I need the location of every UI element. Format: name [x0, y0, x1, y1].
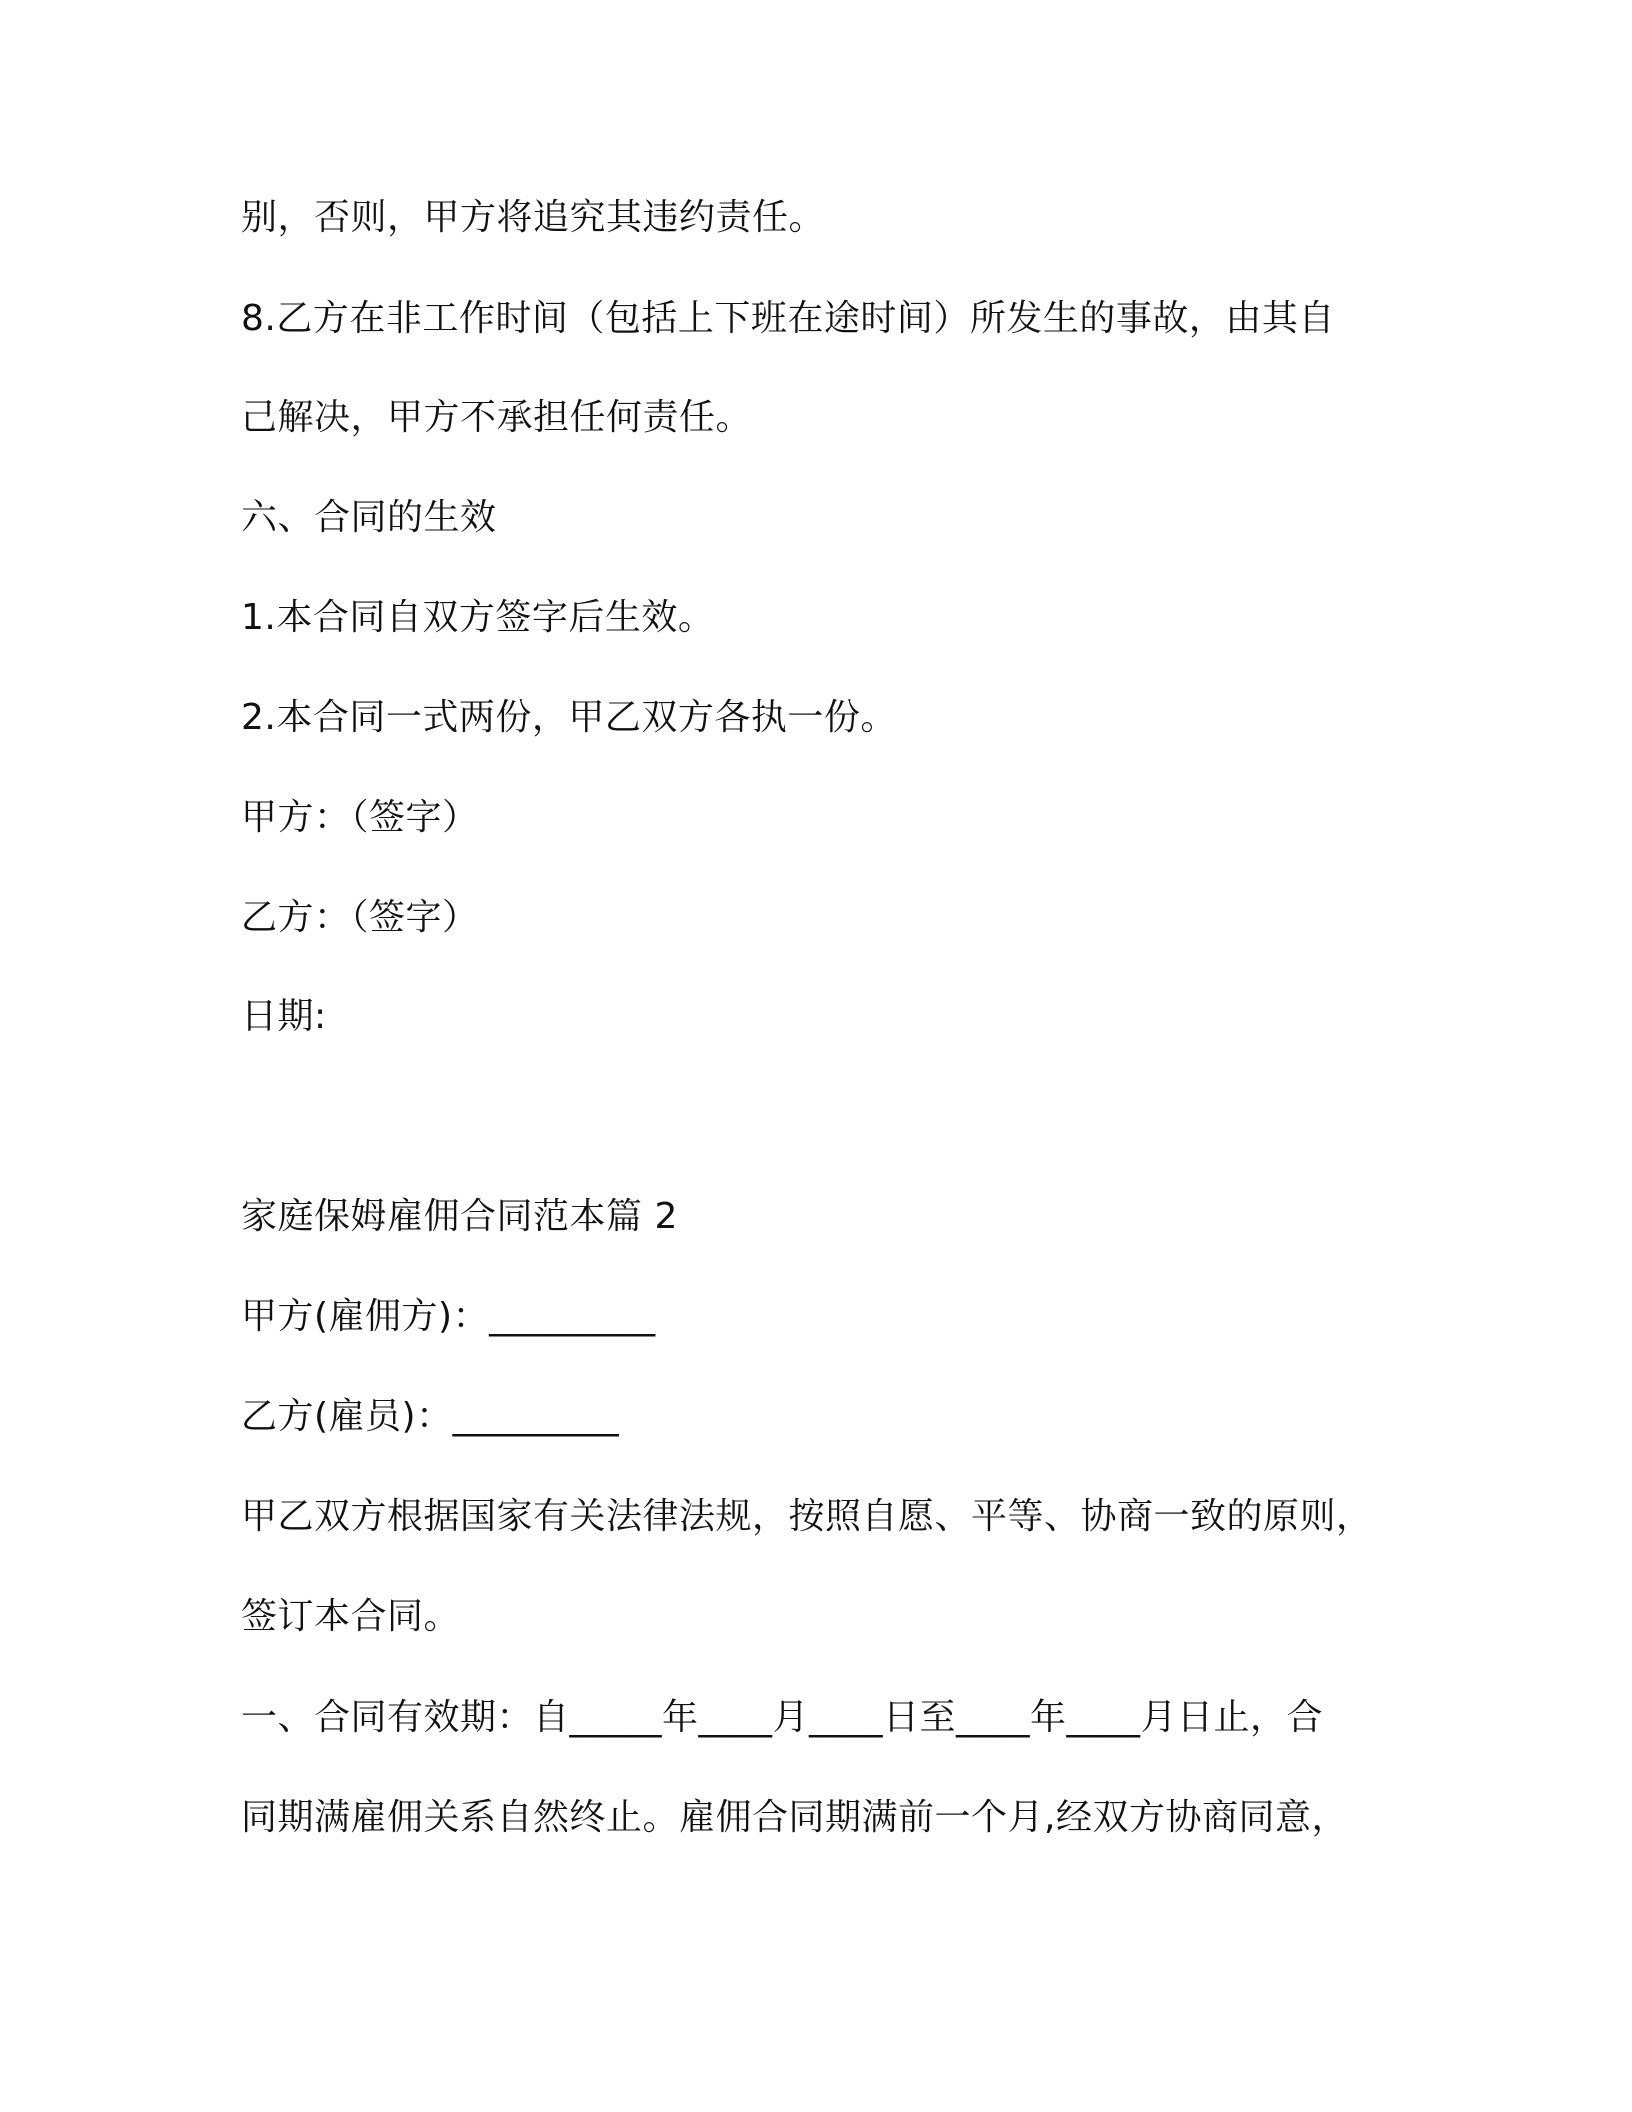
- text-line: 己解决，甲方不承担任何责任。: [241, 397, 753, 438]
- text-line: 2.本合同一式两份，甲乙双方各执一份。: [241, 697, 897, 738]
- text-line: 别，否则，甲方将追究其违约责任。: [241, 197, 826, 238]
- text-line: 签订本合同。: [241, 1596, 461, 1637]
- signature-line-party-b: 乙方：（签字）: [241, 897, 479, 938]
- date-line: 日期:: [241, 996, 327, 1037]
- text-line: 同期满雇佣关系自然终止。雇佣合同期满前一个月,经双方协商同意，: [241, 1797, 1348, 1838]
- section-heading: 一、合同有效期：自_____年____月____日至____年____月日止，合: [241, 1697, 1324, 1738]
- signature-line-party-a: 甲方：（签字）: [241, 797, 479, 838]
- text-line: 8.乙方在非工作时间（包括上下班在途时间）所发生的事故，由其自: [241, 298, 1335, 339]
- party-a-line: 甲方(雇佣方)：_________: [241, 1296, 656, 1337]
- document-title: 家庭保姆雇佣合同范本篇 2: [241, 1196, 678, 1237]
- text-line: 甲乙双方根据国家有关法律法规，按照自愿、平等、协商一致的原则，: [241, 1496, 1373, 1537]
- party-b-line: 乙方(雇员)：_________: [241, 1396, 620, 1437]
- text-line: 1.本合同自双方签字后生效。: [241, 597, 715, 638]
- section-heading: 六、合同的生效: [241, 497, 497, 538]
